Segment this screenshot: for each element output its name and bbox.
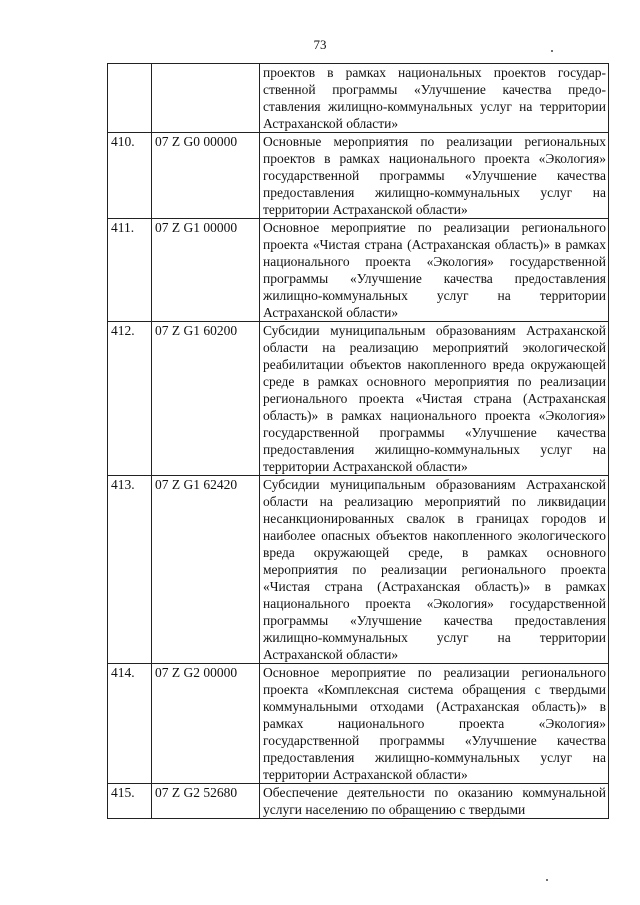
classification-code-cell: 07 Z G0 00000 [152, 133, 260, 219]
scan-speck [546, 879, 548, 881]
row-number-cell: 410. [108, 133, 152, 219]
classification-code-cell: 07 Z G1 60200 [152, 322, 260, 476]
classification-code-cell: 07 Z G1 62420 [152, 476, 260, 664]
row-number-cell: 413. [108, 476, 152, 664]
description-cell: Основное мероприятие по реализации регионального проекта «Комплексная система обращения с твердыми коммунальными отходами (Астраханская область)» в рамках национального проекта «Экология» государственной программы «Улучшение качества предоставления жилищно-коммунальных услуг на территории Астраханской области» [260, 664, 609, 784]
description-cell: Субсидии муниципальным образованиям Астраханской области на реализацию мероприятий по ликвидации несанкционированных свалок в границах городов и наиболее опасных объектов накопленного экологического вреда окружающей среде, в рамках основного мероприятия по реализации регионального проекта «Чистая страна (Астраханская область)» в рамках национального проекта «Экология» государственной программы «Улучшение качества предоставления жилищно-коммунальных услуг на территории Астраханской области» [260, 476, 609, 664]
table-row [108, 664, 609, 784]
row-number-cell: 411. [108, 219, 152, 322]
classification-code-cell: 07 Z G1 00000 [152, 219, 260, 322]
description-cell: Основное мероприятие по реализации регионального проекта «Чистая страна (Астраханская область)» в рамках национального проекта «Экология» государственной программы «Улучшение качества предоставления жилищно-коммунальных услуг на территории Астраханской области» [260, 219, 609, 322]
scan-speck [551, 50, 553, 52]
table-row [108, 219, 609, 322]
table-row [108, 322, 609, 476]
table-row [108, 133, 609, 219]
description-cell: Субсидии муниципальным образованиям Астраханской области на реализацию мероприятий экологической реабилитации объектов накопленного вреда окружающей среде в рамках основного мероприятия по реализации регионального проекта «Чистая страна (Астраханская область)» в рамках национального проекта «Экология» государственной программы «Улучшение качества предоставления жилищно-коммунальных услуг на территории Астраханской области» [260, 322, 609, 476]
classification-code-cell [152, 64, 260, 133]
description-cell: Обеспечение деятельности по оказанию коммунальной услуги населению по обращению с твердыми [260, 784, 609, 819]
description-cell: проектов в рамках национальных проектов государственной программы «Улучшение качества предоставления жилищно-коммунальных услуг на территории Астраханской области» [260, 64, 609, 133]
table-row [108, 64, 609, 133]
budget-classification-table [107, 63, 609, 819]
classification-code-cell: 07 Z G2 00000 [152, 664, 260, 784]
row-number-cell: 412. [108, 322, 152, 476]
table-row [108, 476, 609, 664]
classification-code-cell: 07 Z G2 52680 [152, 784, 260, 819]
description-cell: Основные мероприятия по реализации региональных проектов в рамках национального проекта «Экология» государственной программы «Улучшение качества предоставления жилищно-коммунальных услуг на территории Астраханской области» [260, 133, 609, 219]
page-number: 73 [313, 37, 327, 52]
row-number-cell: 414. [108, 664, 152, 784]
row-number-cell: 415. [108, 784, 152, 819]
table-row [108, 784, 609, 819]
row-number-cell [108, 64, 152, 133]
